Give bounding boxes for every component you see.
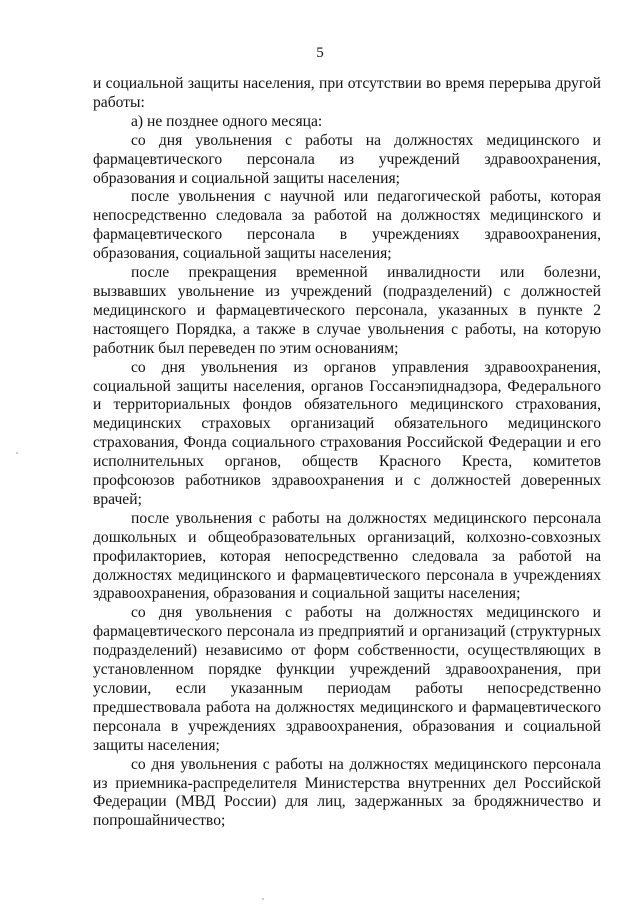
scan-speck [262,898,264,900]
page-number: 5 [316,45,324,61]
paragraph: после прекращения временной инвалидности или болезни, вызвавших увольнение из учреждений (подразделений) с должностей медицинского и фармацевтического персонала, указанных в пункте 2 настоящего Порядка, а также в случае увольнения с работы, на которую работник был переведен по этим основаниям; [93,264,601,357]
paragraph: после увольнения с работы на должностях медицинского персонала дошкольных и общеобразовательных организаций, колхозно-совхозных профилакториев, которая непосредственно следовала за работой на должностях медицинского и фармацевтического персонала в учреждениях здравоохранения, образования и социальной защиты населения; [93,509,601,603]
paragraph: со дня увольнения из органов управления здравоохранения, социальной защиты населения, органов Госсанэпиднадзора, Федерального и территориальных фондов обязательного медицинского страхования, медицинских страховых организаций обязательного медицинского страхования, Фонда социального страхования Российской Федерации и его исполнительных органов, обществ Красного Креста, комитетов профсоюзов работников здравоохранения и с должностей доверенных врачей; [93,358,601,508]
paragraph: после увольнения с научной или педагогической работы, которая непосредственно следовала за работой на должностях медицинского и фармацевтического персонала в учреждениях здравоохранения, образования, социальной защиты населения; [93,188,601,263]
list-item-a-heading: а) не позднее одного месяца: [131,112,323,130]
paragraph-continuation: и социальной защиты населения, при отсутствии во время перерыва другой работы: [93,75,601,111]
paragraph: со дня увольнения с работы на должностях медицинского персонала из приемника-распределителя Министерства внутренних дел Российской Федерации (МВД России) для лиц, задержанных за бродяжничество и попрошайничество; [93,755,601,830]
paragraph: со дня увольнения с работы на должностях медицинского и фармацевтического персонала из предприятий и организаций (структурных подразделений) независимо от форм собственности, осуществляющих в установленном порядке функции учреждений здравоохранения, при условии, если указанным периодам работы непосредственно предшествовала работа на должностях медицинского и фармацевтического персонала в учреждениях здравоохранения, образования и социальной защиты населения; [93,604,601,754]
paragraph: со дня увольнения с работы на должностях медицинского и фармацевтического персонала из учреждений здравоохранения, образования и социальной защиты населения; [93,131,601,187]
scan-speck [16,452,18,454]
document-body [93,75,601,831]
